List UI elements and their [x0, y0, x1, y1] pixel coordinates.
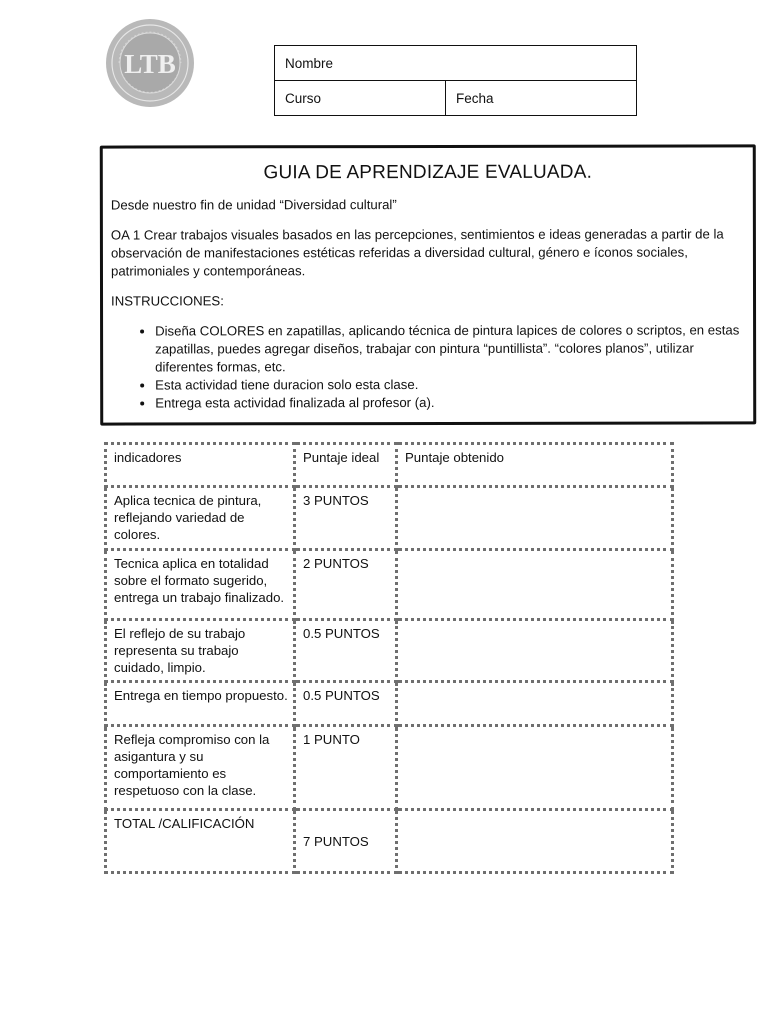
ideal-score-cell: 0.5 PUNTOS: [295, 620, 397, 682]
column-header-ideal: Puntaje ideal: [295, 444, 397, 487]
indicator-cell: Entrega en tiempo propuesto.: [106, 682, 295, 726]
instruction-item: • Diseña COLORES en zapatillas, aplicando técnica de pintura lapices de colores o scriptos, en estas zapatillas, puedes agregar diseños, trabajar con pintura “puntillista”. “colores planos”, utilizar diferentes formas, etc.: [155, 321, 745, 376]
column-header-obtained: Puntaje obtenido: [397, 444, 673, 487]
ideal-score-cell: 0.5 PUNTOS: [295, 682, 397, 726]
table-row: [106, 726, 673, 810]
total-ideal-score: 7 PUNTOS: [295, 810, 397, 873]
learning-objective: OA 1 Crear trabajos visuales basados en las percepciones, sentimientos e ideas generadas a partir de la observación de manifestaciones estéticas referidas a diversidad cultural, género e íconos sociales, patrimoniales y contemporáneas.: [110, 226, 724, 279]
student-info-table: [274, 45, 637, 116]
indicator-cell: Aplica tecnica de pintura, reflejando variedad de colores.: [106, 487, 295, 550]
table-row: [106, 550, 673, 620]
total-row: [106, 810, 673, 873]
name-field[interactable]: Nombre: [275, 46, 637, 81]
instructions-heading: INSTRUCCIONES:: [111, 293, 224, 309]
obtained-score-cell[interactable]: [397, 682, 673, 726]
column-header-indicators: indicadores: [106, 444, 295, 487]
guide-box: [100, 144, 756, 425]
instruction-item: • Esta actividad tiene duracion solo esta clase.: [155, 375, 745, 394]
ideal-score-cell: 1 PUNTO: [295, 726, 397, 810]
obtained-score-cell[interactable]: [397, 550, 673, 620]
indicator-cell: El reflejo de su trabajo representa su trabajo cuidado, limpio.: [106, 620, 295, 682]
obtained-score-cell[interactable]: [397, 487, 673, 550]
rubric-table: [104, 442, 674, 874]
school-logo: [105, 18, 195, 108]
course-field[interactable]: Curso: [275, 81, 446, 116]
instruction-item: • Entrega esta actividad finalizada al profesor (a).: [155, 393, 745, 412]
total-obtained-score[interactable]: [397, 810, 673, 873]
table-row: [106, 487, 673, 550]
ideal-score-cell: 3 PUNTOS: [295, 487, 397, 550]
unit-line: Desde nuestro fin de unidad “Diversidad cultural”: [110, 197, 397, 213]
instructions-list: [111, 321, 745, 412]
obtained-score-cell[interactable]: [397, 620, 673, 682]
table-row: [106, 620, 673, 682]
total-label: TOTAL /CALIFICACIÓN: [106, 810, 295, 873]
date-field[interactable]: Fecha: [446, 81, 637, 116]
indicator-cell: Refleja compromiso con la asigantura y su comportamiento es respetuoso con la clase.: [106, 726, 295, 810]
ideal-score-cell: 2 PUNTOS: [295, 550, 397, 620]
obtained-score-cell[interactable]: [397, 726, 673, 810]
indicator-cell: Tecnica aplica en totalidad sobre el formato sugerido, entrega un trabajo finalizado.: [106, 550, 295, 620]
svg-text:LTB: LTB: [124, 49, 176, 79]
school-seal-icon: [105, 18, 195, 108]
guide-title: GUIA DE APRENDIZAJE EVALUADA.: [263, 161, 593, 184]
rubric-header-row: [106, 444, 673, 487]
table-row: [106, 682, 673, 726]
